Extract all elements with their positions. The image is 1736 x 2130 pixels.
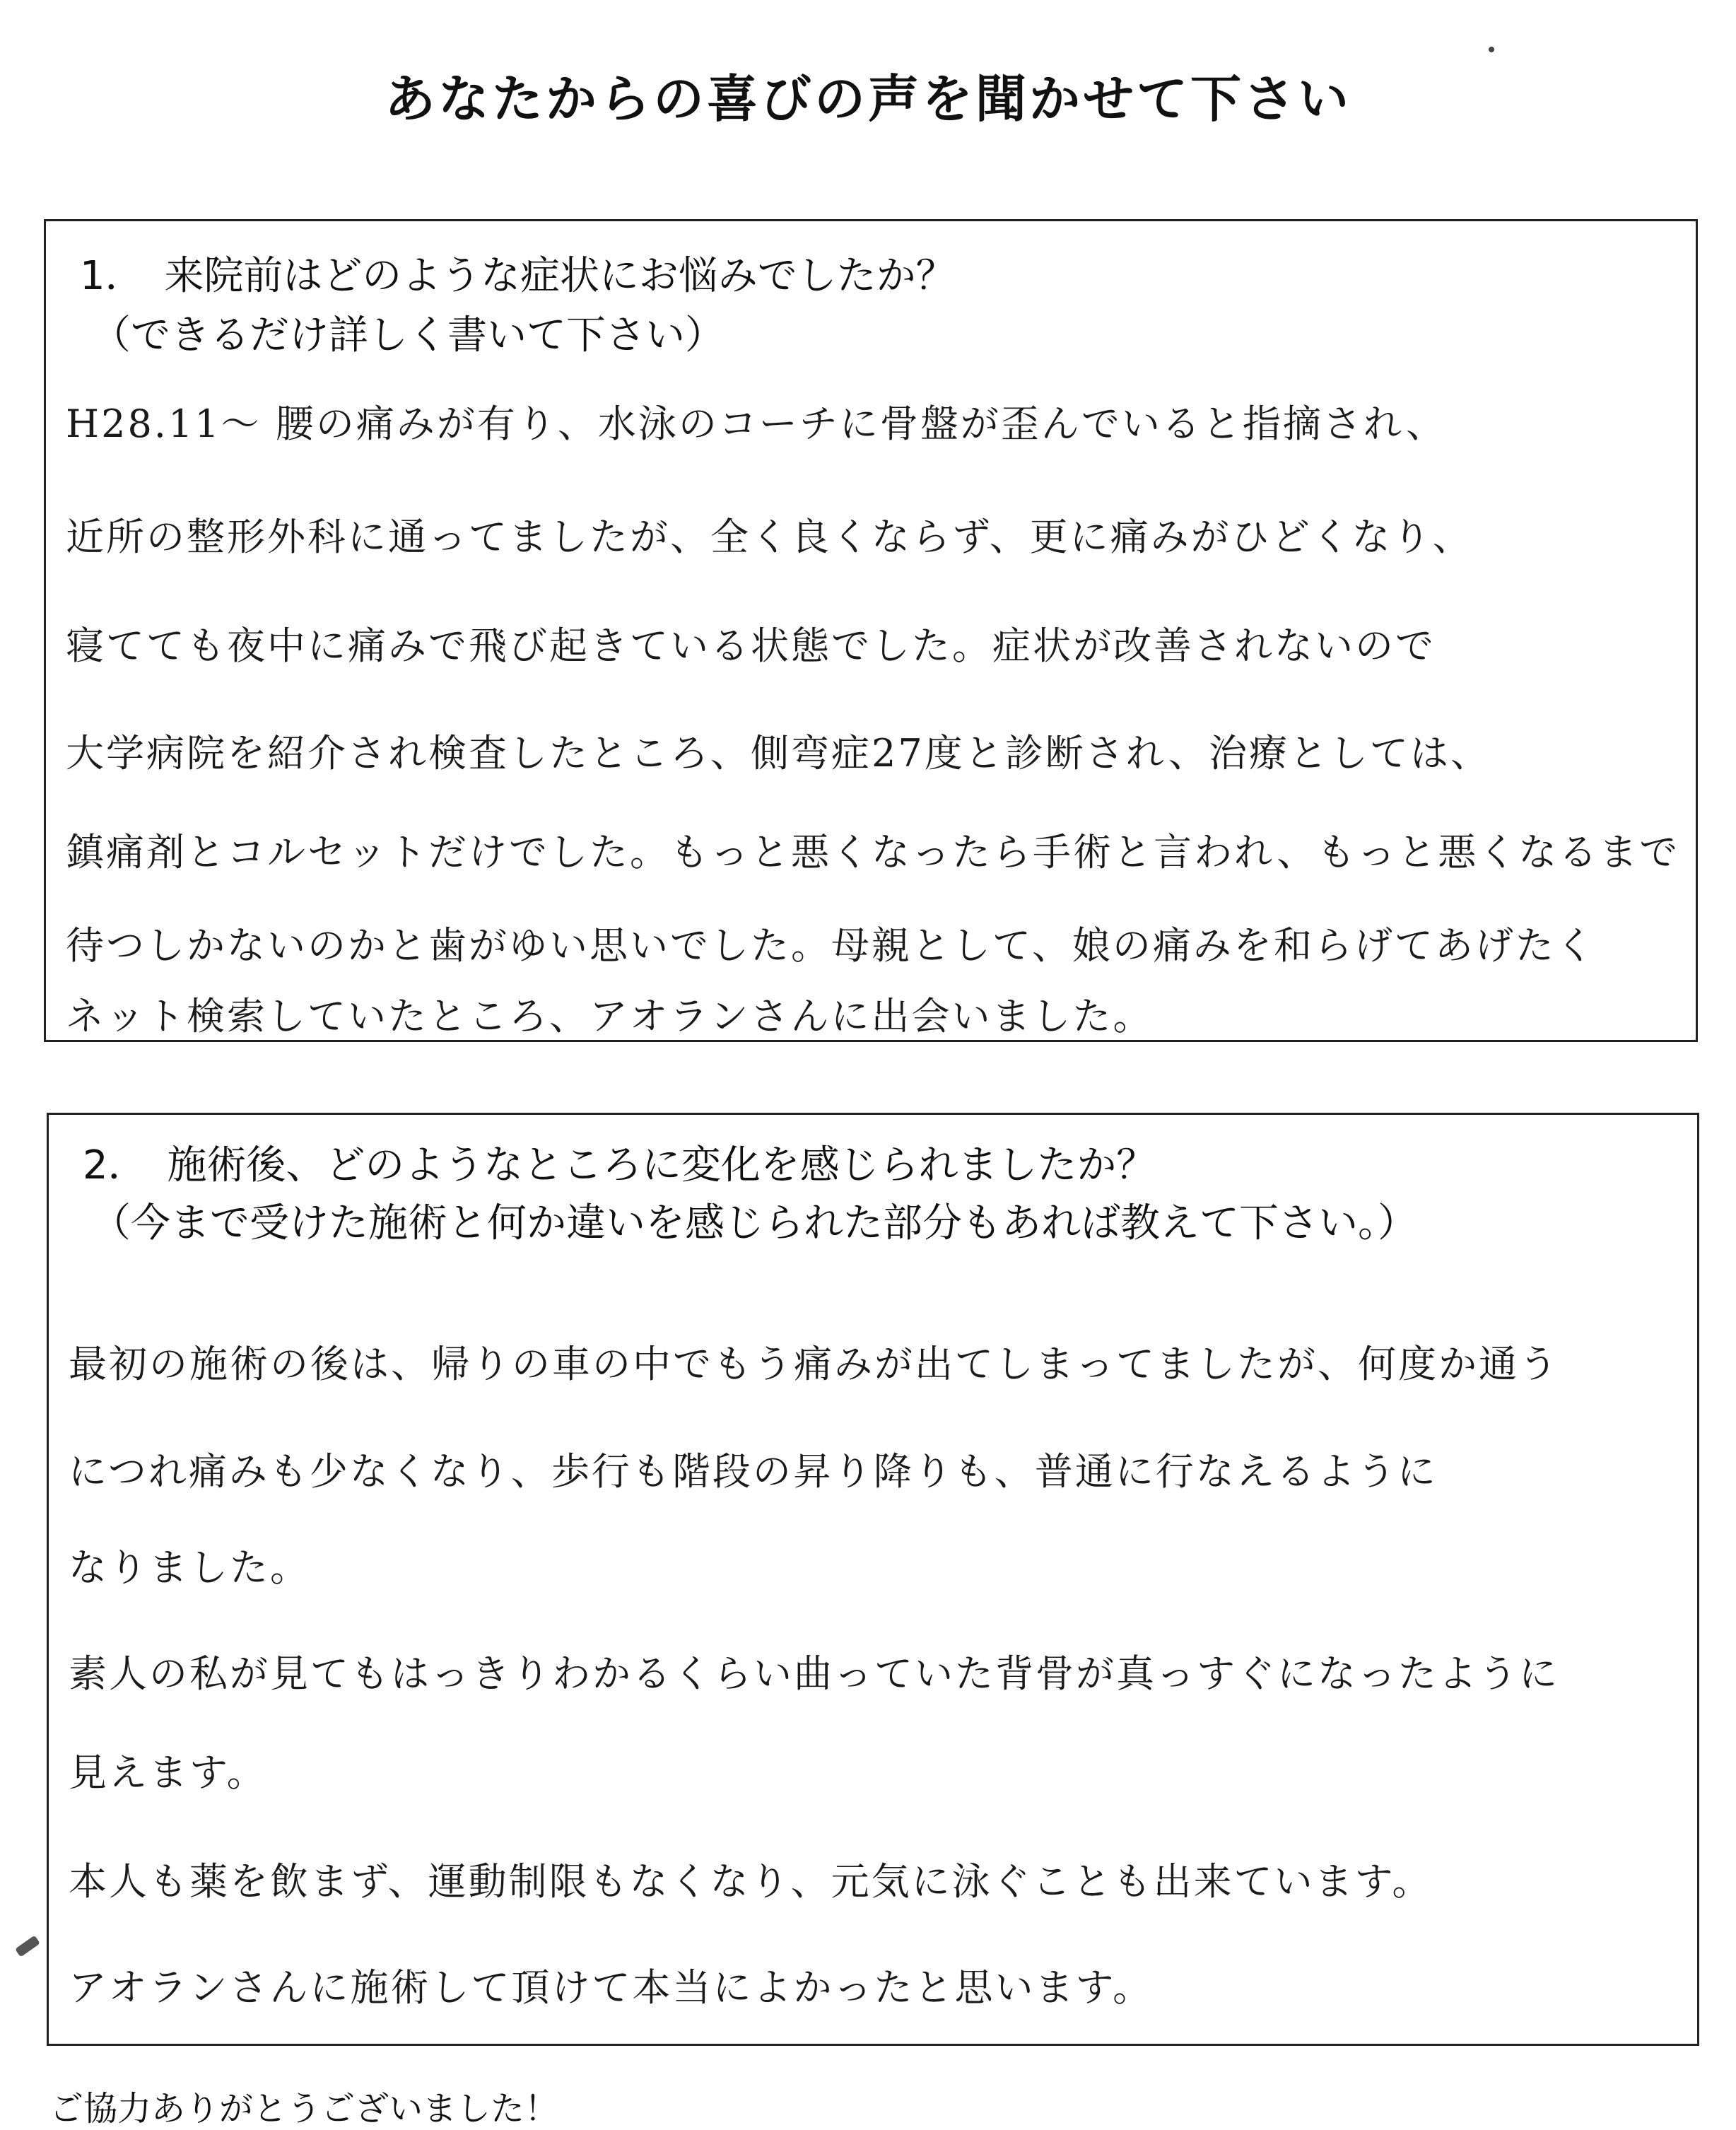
answer-2-line: 見えます。	[69, 1750, 267, 1795]
scan-speck	[1489, 47, 1494, 52]
question-1-subheading: （できるだけ詳しく書いて下さい）	[91, 312, 725, 358]
answer-1-line: 鎮痛剤とコルセットだけでした。もっと悪くなったら手術と言われ、もっと悪くなるまで	[66, 830, 1680, 874]
page-title: あなたからの喜びの声を聞かせて下さい	[384, 69, 1351, 129]
answer-2-line: 最初の施術の後は、帰りの車の中でもう痛みが出てしまってましたが、何度か通う	[69, 1342, 1559, 1386]
answer-1-line: 待つしかないのかと歯がゆい思いでした。母親として、娘の痛みを和らげてあげたく	[66, 923, 1596, 968]
answer-2-line: 本人も薬を飲まず、運動制限もなくなり、元気に泳ぐことも出来ています。	[69, 1859, 1433, 1904]
pen-mark	[15, 1936, 40, 1958]
question-2-box	[47, 1113, 1699, 2046]
answer-2-line: 素人の私が見てもはっきりわかるくらい曲っていた背骨が真っすぐになったように	[69, 1651, 1559, 1696]
answer-2-line: アオランさんに施術して頂けて本当によかったと思います。	[69, 1965, 1154, 2010]
answer-2-line: につれ痛みも少なくなり、歩行も階段の昇り降りも、普通に行なえるように	[69, 1449, 1438, 1494]
answer-1-line: ネット検索していたところ、アオランさんに出会いました。	[66, 994, 1154, 1038]
answer-1-line: 大学病院を紹介され検査したところ、側弯症27度と診断され、治療としては、	[66, 731, 1491, 776]
answer-2-line: なりました。	[69, 1545, 310, 1590]
question-1-box	[44, 219, 1698, 1042]
question-1-heading: 1． 来院前はどのような症状にお悩みでしたか？	[80, 253, 956, 299]
question-2-heading: 2． 施術後、どのようなところに変化を感じられましたか？	[83, 1142, 1156, 1188]
answer-1-line: H28.11〜 腰の痛みが有り、水泳のコーチに骨盤が歪んでいると指摘され、	[66, 402, 1447, 446]
closing-message: ご協力ありがとうございました！	[49, 2089, 559, 2129]
question-2-subheading: （今まで受けた施術と何か違いを感じられた部分もあれば教えて下さい。）	[91, 1200, 1417, 1246]
answer-1-line: 近所の整形外科に通ってましたが、全く良くならず、更に痛みがひどくなり、	[66, 515, 1473, 559]
answer-1-line: 寝てても夜中に痛みで飛び起きている状態でした。症状が改善されないので	[66, 624, 1436, 668]
